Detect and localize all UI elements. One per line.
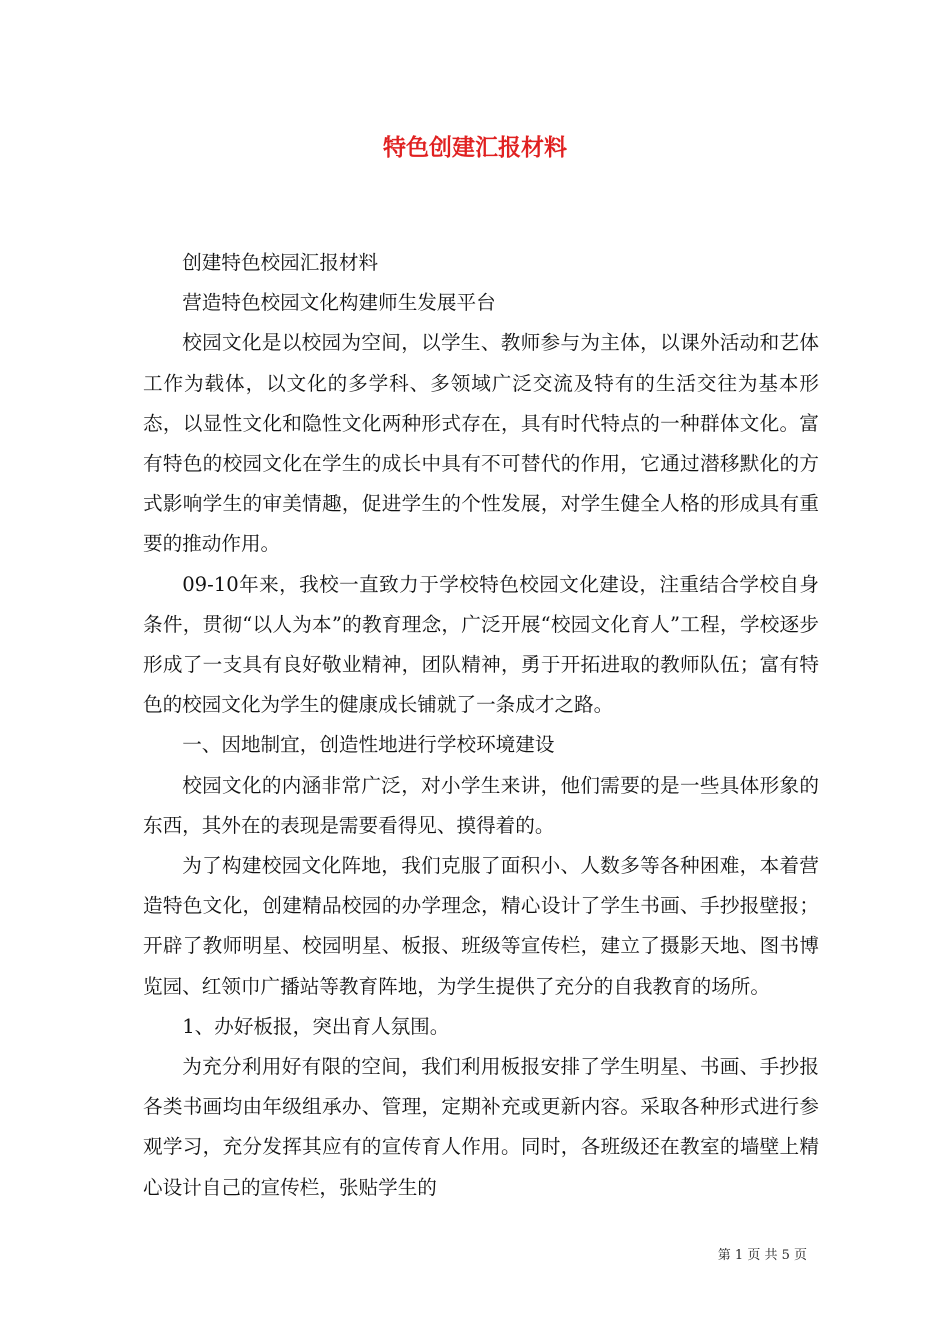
paragraph-subtitle: 创建特色校园汇报材料 [182,251,379,274]
paragraph: 为充分利用好有限的空间，我们利用板报安排了学生明星、书画、手抄报各类书画均由年级组承办、管理，定期补充或更新内容。采取各种形式进行参观学习，充分发挥其应有的宣传育人作用。同时，各班级还在教室的墙壁上精心设计自己的宣传栏，张贴学生的 [143,1055,819,1199]
paragraph: 校园文化的内涵非常广泛，对小学生来讲，他们需要的是一些具体形象的东西，其外在的表现是需要看得见、摸得着的。 [143,773,819,837]
subsection-heading: 1、办好板报，突出育人氛围。 [182,1014,450,1038]
paragraph: 校园文化是以校园为空间，以学生、教师参与为主体，以课外活动和艺体工作为载体，以文化的多学科、多领域广泛交流及特有的生活交往为基本形态，以显性文化和隐性文化两种形式存在，具有时代特点的一种群体文化。富有特色的校园文化在学生的成长中具有不可替代的作用，它通过潜移默化的方式影响学生的审美情趣，促进学生的个性发展，对学生健全人格的形成具有重要的推动作用。 [143,331,819,556]
document-title: 特色创建汇报材料 [383,134,567,161]
paragraph: 为了构建校园文化阵地，我们克服了面积小、人数多等各种困难，本着营造特色文化，创建精品校园的办学理念，精心设计了学生书画、手抄报壁报；开辟了教师明星、校园明星、板报、班级等宣传栏，建立了摄影天地、图书博览园、红领巾广播站等教育阵地，为学生提供了充分的自我教育的场所。 [143,854,819,998]
paragraph: 09-10年来，我校一直致力于学校特色校园文化建设，注重结合学校自身条件，贯彻“以人为本”的教育理念，广泛开展“校园文化育人”工程，学校逐步形成了一支具有良好敬业精神，团队精神，勇于开拓进取的教师队伍；富有特色的校园文化为学生的健康成长铺就了一条成才之路。 [143,572,819,717]
page-number: 第 1 页 共 5 页 [717,1248,807,1263]
paragraph-theme: 营造特色校园文化构建师生发展平台 [182,291,496,315]
document-body [143,243,819,1208]
section-heading: 一、因地制宜，创造性地进行学校环境建设 [182,733,555,757]
